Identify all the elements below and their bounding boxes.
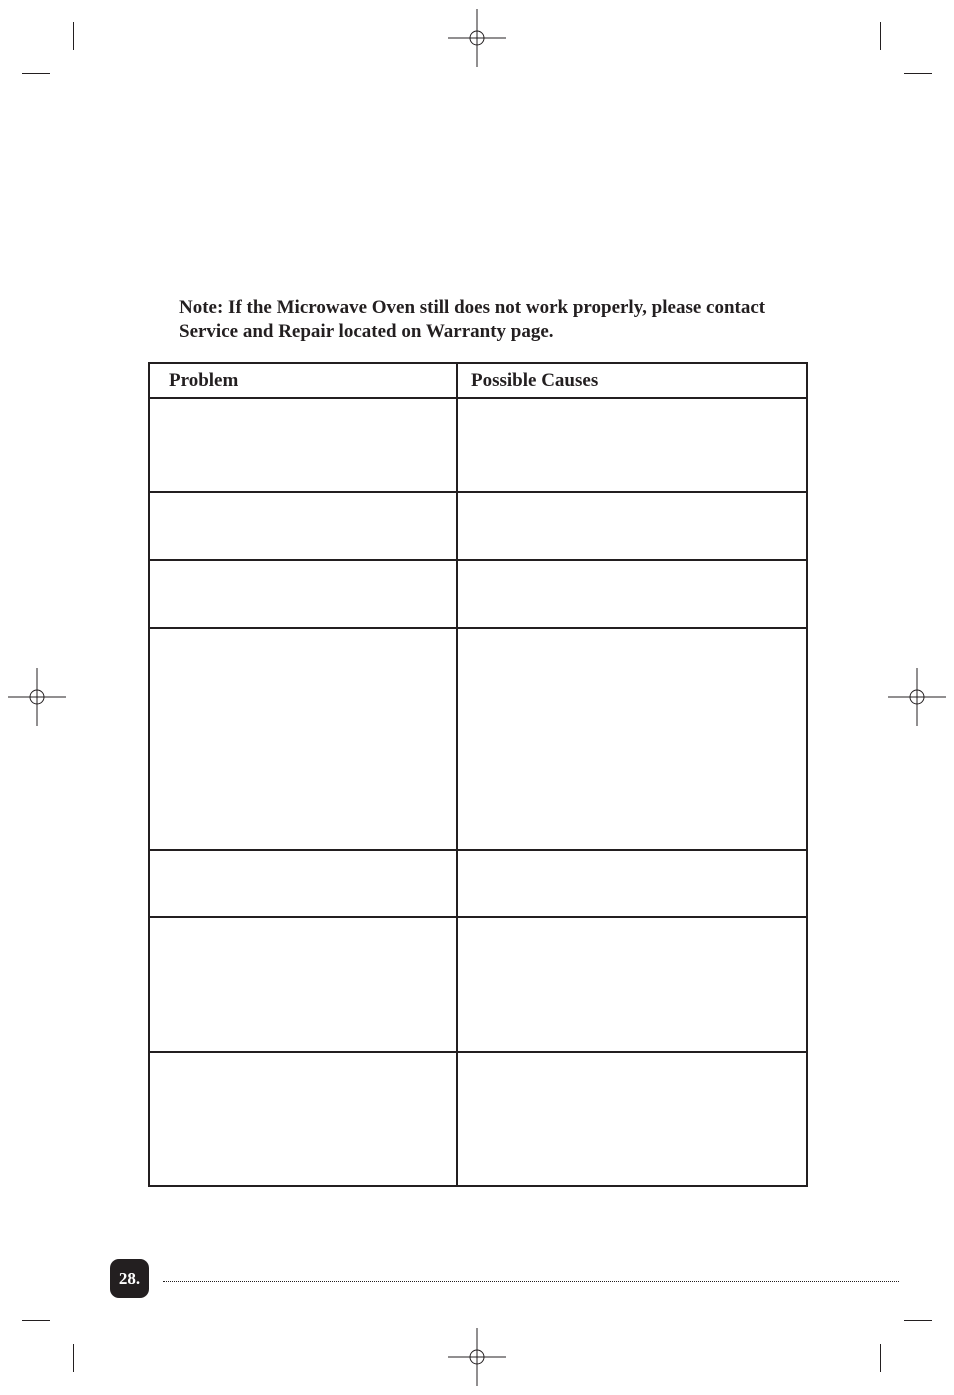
crop-mark <box>22 73 50 74</box>
crop-mark <box>73 1344 74 1372</box>
footer-dotted-rule <box>163 1281 899 1282</box>
service-note: Note: If the Microwave Oven still does not work properly, please contact Service and Repair located on Warranty page. <box>179 297 766 342</box>
crop-mark <box>73 22 74 50</box>
page-number: 28. <box>110 1259 149 1298</box>
problem-cell <box>149 1052 457 1186</box>
crop-mark <box>880 22 881 50</box>
problem-cell <box>149 398 457 492</box>
table-row <box>149 492 807 560</box>
header-problem: Problem <box>149 363 457 398</box>
header-possible-causes: Possible Causes <box>457 363 807 398</box>
crop-mark <box>22 1320 50 1321</box>
cause-cell <box>457 850 807 917</box>
troubleshooting-table <box>148 362 808 1187</box>
table-row <box>149 850 807 917</box>
cause-cell <box>457 398 807 492</box>
table-row <box>149 1052 807 1186</box>
table-row <box>149 628 807 850</box>
problem-cell <box>149 628 457 850</box>
crop-mark <box>904 1320 932 1321</box>
problem-cell <box>149 917 457 1052</box>
cause-cell <box>457 1052 807 1186</box>
problem-cell <box>149 560 457 628</box>
registration-mark-icon <box>448 9 506 67</box>
cause-cell <box>457 628 807 850</box>
registration-mark-icon <box>888 668 946 726</box>
crop-mark <box>880 1344 881 1372</box>
table-row <box>149 398 807 492</box>
table-header-row <box>149 363 807 398</box>
problem-cell <box>149 850 457 917</box>
cause-cell <box>457 492 807 560</box>
registration-mark-icon <box>448 1328 506 1386</box>
cause-cell <box>457 560 807 628</box>
registration-mark-icon <box>8 668 66 726</box>
table-row <box>149 560 807 628</box>
crop-mark <box>904 73 932 74</box>
table-row <box>149 917 807 1052</box>
cause-cell <box>457 917 807 1052</box>
problem-cell <box>149 492 457 560</box>
